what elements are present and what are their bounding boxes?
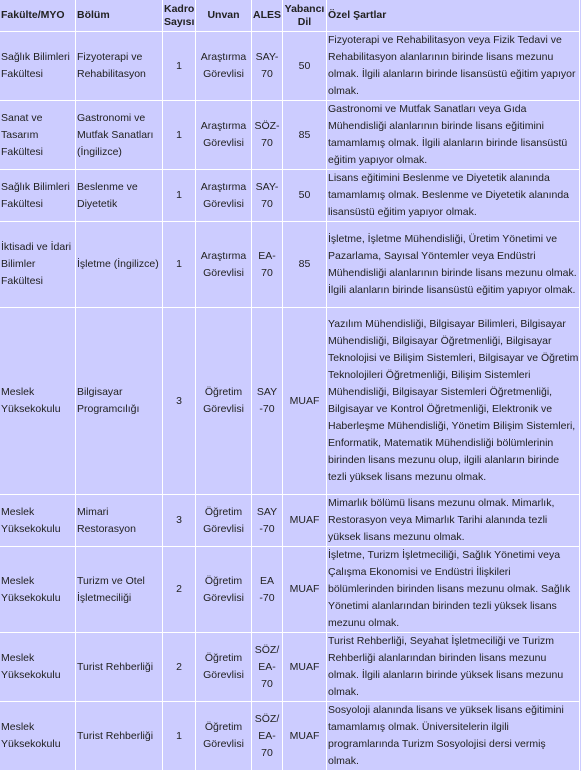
cell-bolum: Beslenme ve Diyetetik <box>76 170 162 221</box>
header-fakulte: Fakülte/MYO <box>0 0 75 31</box>
table-row <box>0 633 579 701</box>
table-row <box>0 170 579 221</box>
cell-ozel: Gastronomi ve Mutfak Sanatları veya Gıda Mühendisliği alanlarının birinde lisans eğitimini tamamlamış olmak. İlgili alanların birinde lisansüstü eğitim yapıyor olmak. <box>327 101 579 169</box>
cell-ales: SAY-70 <box>252 32 282 100</box>
cell-unvan: Öğretim Görevlisi <box>196 547 251 632</box>
cell-fakulte: Sağlık Bilimleri Fakültesi <box>0 32 75 100</box>
header-dil: Yabancı Dil <box>283 0 326 31</box>
header-unvan: Unvan <box>196 0 251 31</box>
cell-unvan: Öğretim Görevlisi <box>196 633 251 701</box>
cell-kadro: 1 <box>163 32 195 100</box>
cell-ozel: Fizyoterapi ve Rehabilitasyon veya Fizik Tedavi ve Rehabilitasyon alanlarının birinde lisans mezunu olmak. İlgili alanların birinde lisansüstü eğitim yapıyor olmak. <box>327 32 579 100</box>
cell-ales: SÖZ/ EA-70 <box>252 633 282 701</box>
cell-dil: MUAF <box>283 633 326 701</box>
cell-ales: SÖZ-70 <box>252 101 282 169</box>
cell-ales: SAY-70 <box>252 170 282 221</box>
cell-kadro: 1 <box>163 170 195 221</box>
header-kadro: Kadro Sayısı <box>163 0 195 31</box>
cell-ozel: Sosyoloji alanında lisans ve yüksek lisans eğitimini tamamlamış olmak. Üniversitelerin ilgili programlarında Turizm Sosyolojisi dersi vermiş olmak. <box>327 702 579 770</box>
cell-kadro: 3 <box>163 495 195 546</box>
cell-bolum: Bilgisayar Programcılığı <box>76 308 162 494</box>
cell-bolum: Turist Rehberliği <box>76 702 162 770</box>
cell-dil: MUAF <box>283 308 326 494</box>
cell-ozel: Lisans eğitimini Beslenme ve Diyetetik alanında tamamlamış olmak. Beslenme ve Diyetetik alanında lisansüstü eğitim yapıyor olmak. <box>327 170 579 221</box>
cell-bolum: Turizm ve Otel İşletmeciliği <box>76 547 162 632</box>
table-row <box>0 495 579 546</box>
cell-ozel: Turist Rehberliği, Seyahat İşletmeciliği ve Turizm Rehberliği alanlarından birinden lisans mezunu olmak. İlgili alanların birinde yüksek lisans mezunu olmak. <box>327 633 579 701</box>
cell-ozel: Mimarlık bölümü lisans mezunu olmak. Mimarlık, Restorasyon veya Mimarlık Tarihi alanında tezli yüksek lisans mezunu olmak. <box>327 495 579 546</box>
cell-ales: SAY -70 <box>252 308 282 494</box>
cell-unvan: Araştırma Görevlisi <box>196 32 251 100</box>
cell-dil: 50 <box>283 170 326 221</box>
cell-dil: MUAF <box>283 495 326 546</box>
cell-fakulte: Meslek Yüksekokulu <box>0 547 75 632</box>
header-ales: ALES <box>252 0 282 31</box>
table-row <box>0 101 579 169</box>
cell-unvan: Öğretim Görevlisi <box>196 702 251 770</box>
cell-kadro: 1 <box>163 702 195 770</box>
cell-dil: MUAF <box>283 547 326 632</box>
table-row <box>0 222 579 307</box>
cell-ales: SAY -70 <box>252 495 282 546</box>
cell-unvan: Araştırma Görevlisi <box>196 222 251 307</box>
header-row <box>0 0 579 31</box>
table-row <box>0 547 579 632</box>
cell-ozel: İşletme, Turizm İşletmeciliği, Sağlık Yönetimi veya Çalışma Ekonomisi ve Endüstri İlişkileri bölümlerinden birinden lisans mezunu olmak. Sağlık Yönetimi alanlarından birinden tezli yüksek lisans mezunu olmak. <box>327 547 579 632</box>
header-bolum: Bölüm <box>76 0 162 31</box>
cell-ales: EA-70 <box>252 222 282 307</box>
cell-bolum: İşletme (İngilizce) <box>76 222 162 307</box>
cell-ales: EA -70 <box>252 547 282 632</box>
cell-kadro: 2 <box>163 633 195 701</box>
table-row <box>0 308 579 494</box>
cell-fakulte: Meslek Yüksekokulu <box>0 308 75 494</box>
cell-bolum: Turist Rehberliği <box>76 633 162 701</box>
cell-kadro: 1 <box>163 101 195 169</box>
table-row <box>0 702 579 770</box>
table-row <box>0 32 579 100</box>
cell-unvan: Araştırma Görevlisi <box>196 101 251 169</box>
cell-bolum: Fizyoterapi ve Rehabilitasyon <box>76 32 162 100</box>
cell-unvan: Araştırma Görevlisi <box>196 170 251 221</box>
cell-kadro: 2 <box>163 547 195 632</box>
cell-kadro: 3 <box>163 308 195 494</box>
cell-fakulte: Meslek Yüksekokulu <box>0 702 75 770</box>
cell-fakulte: İktisadi ve İdari Bilimler Fakültesi <box>0 222 75 307</box>
cell-fakulte: Meslek Yüksekokulu <box>0 495 75 546</box>
header-ozel: Özel Şartlar <box>327 0 579 31</box>
cell-unvan: Öğretim Görevlisi <box>196 308 251 494</box>
cell-dil: 85 <box>283 101 326 169</box>
cell-dil: 85 <box>283 222 326 307</box>
cell-dil: 50 <box>283 32 326 100</box>
cell-kadro: 1 <box>163 222 195 307</box>
cell-ozel: Yazılım Mühendisliği, Bilgisayar Bilimleri, Bilgisayar Mühendisliği, Bilgisayar Öğretmenliği, Bilgisayar Teknolojisi ve Bilişim Sistemleri, Bilgisayar ve Öğretim Teknolojileri Öğretmenliği, Bilişim Sistemleri Mühendisliği, Bilgisayar Sistemleri Öğretmenliği, Bilgisayar ve Kontrol Öğretmenliği, Elektronik ve Haberleşme Mühendisliği, Yönetim Bilişim Sistemleri, Enformatik, Matematik Mühendisliği bölümlerinin birinden lisans mezunu olup, ilgili alanların birinde tezli yüksek lisans mezunu olmak. <box>327 308 579 494</box>
cell-ozel: İşletme, İşletme Mühendisliği, Üretim Yönetimi ve Pazarlama, Sayısal Yöntemler veya Endüstri Mühendisliği alanlarının birinde lisans mezunu olmak. İlgili alanların birinde lisansüstü eğitim yapıyor olmak. <box>327 222 579 307</box>
cell-bolum: Mimari Restorasyon <box>76 495 162 546</box>
cell-unvan: Öğretim Görevlisi <box>196 495 251 546</box>
cell-fakulte: Sanat ve Tasarım Fakültesi <box>0 101 75 169</box>
cell-dil: MUAF <box>283 702 326 770</box>
cell-bolum: Gastronomi ve Mutfak Sanatları (İngilizce) <box>76 101 162 169</box>
cell-fakulte: Sağlık Bilimleri Fakültesi <box>0 170 75 221</box>
cell-fakulte: Meslek Yüksekokulu <box>0 633 75 701</box>
cell-ales: SÖZ/ EA-70 <box>252 702 282 770</box>
